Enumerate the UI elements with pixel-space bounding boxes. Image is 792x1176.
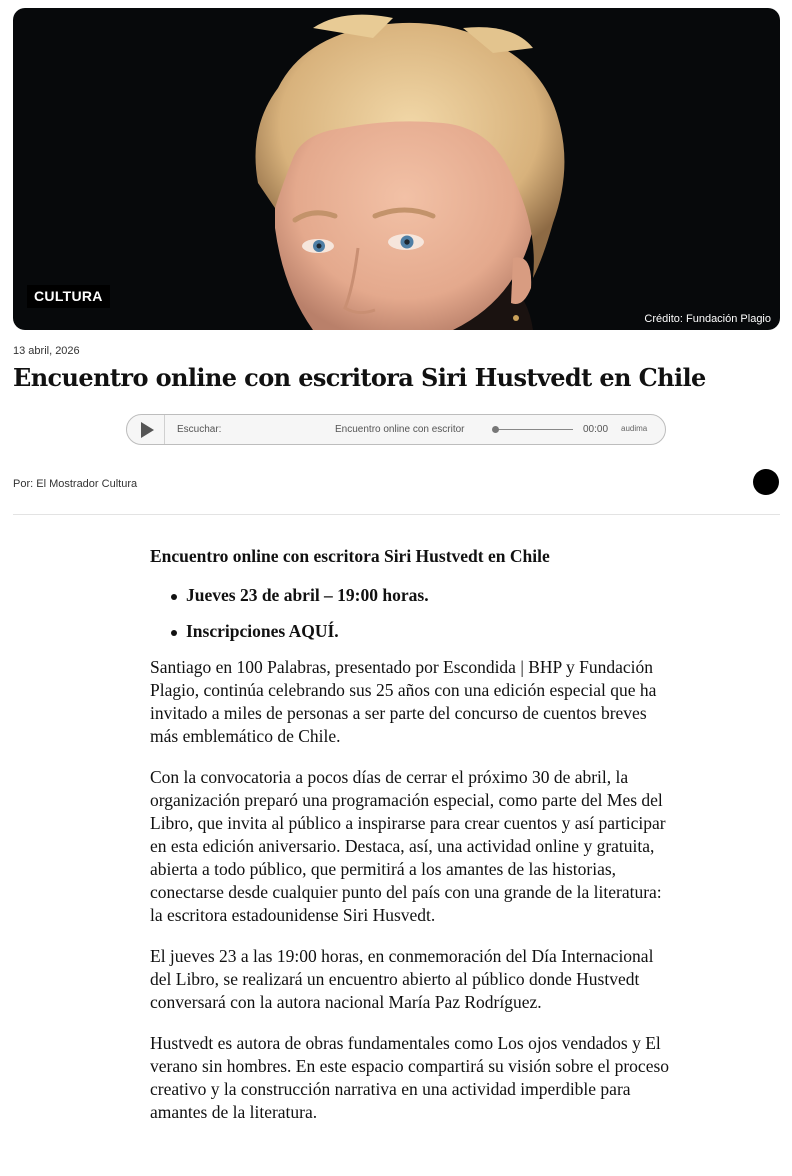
play-icon xyxy=(141,422,154,438)
photo-credit: Crédito: Fundación Plagio xyxy=(644,313,771,325)
portrait-photo xyxy=(13,8,780,330)
publish-date: 13 abril, 2026 xyxy=(13,345,80,357)
list-item xyxy=(150,584,670,607)
paragraph: Con la convocatoria a pocos días de cerrar el próximo 30 de abril, la organización preparó una programación especial, como parte del Mes del Libro, que invita al público a inspirarse para crear cuentos y así participar en esta edición aniversario. Destaca, así, una actividad online y gratuita, abierta a todo público, que permitirá a los amantes de las historias, conectarse desde cualquier punto del país con una grande de la literatura: la escritora estadounidense Siri Husvedt. xyxy=(150,767,666,925)
event-details-list xyxy=(150,584,670,643)
category-badge[interactable]: CULTURA xyxy=(27,285,110,308)
paragraph: Santiago en 100 Palabras, presentado por Escondida | BHP y Fundación Plagio, continúa celebrando sus 25 años con una edición especial que ha invitado a miles de personas a ser parte del concurso de cuentos breves más emblemático de Chile. xyxy=(150,657,657,746)
paragraph: El jueves 23 a las 19:00 horas, en conmemoración del Día Internacional del Libro, se realizará un encuentro abierto al público donde Hustvedt conversará con la autora nacional María Paz Rodríguez. xyxy=(150,946,654,1012)
track-title: Encuentro online con escritor xyxy=(335,424,465,435)
listen-label: Escuchar: xyxy=(177,424,222,435)
player-brand-logo[interactable]: audima xyxy=(621,424,648,433)
audio-player xyxy=(126,414,666,445)
article-title: Encuentro online con escritora Siri Hustvedt en Chile xyxy=(13,363,706,392)
playback-time: 00:00 xyxy=(583,424,609,435)
progress-bar[interactable] xyxy=(495,429,573,430)
divider xyxy=(13,514,780,515)
paragraph: Hustvedt es autora de obras fundamentales como Los ojos vendados y El verano sin hombres. En este espacio compartirá su visión sobre el proceso creativo y la construcción narrativa en una actividad imperdible para amantes de la literatura. xyxy=(150,1033,670,1122)
hero-image xyxy=(13,8,780,330)
list-item xyxy=(150,620,670,643)
bullet-icon xyxy=(171,630,177,636)
event-date-text: Jueves 23 de abril – 19:00 horas. xyxy=(186,585,429,605)
progress-knob[interactable] xyxy=(492,426,499,433)
share-circle-icon[interactable] xyxy=(753,469,779,495)
registration-link[interactable]: Inscripciones AQUÍ. xyxy=(186,621,339,641)
article-subhead: Encuentro online con escritora Siri Hustvedt en Chile xyxy=(150,546,550,566)
article-body xyxy=(150,545,670,1142)
play-button[interactable] xyxy=(127,415,165,444)
bullet-icon xyxy=(171,594,177,600)
author-byline[interactable]: Por: El Mostrador Cultura xyxy=(13,478,138,490)
